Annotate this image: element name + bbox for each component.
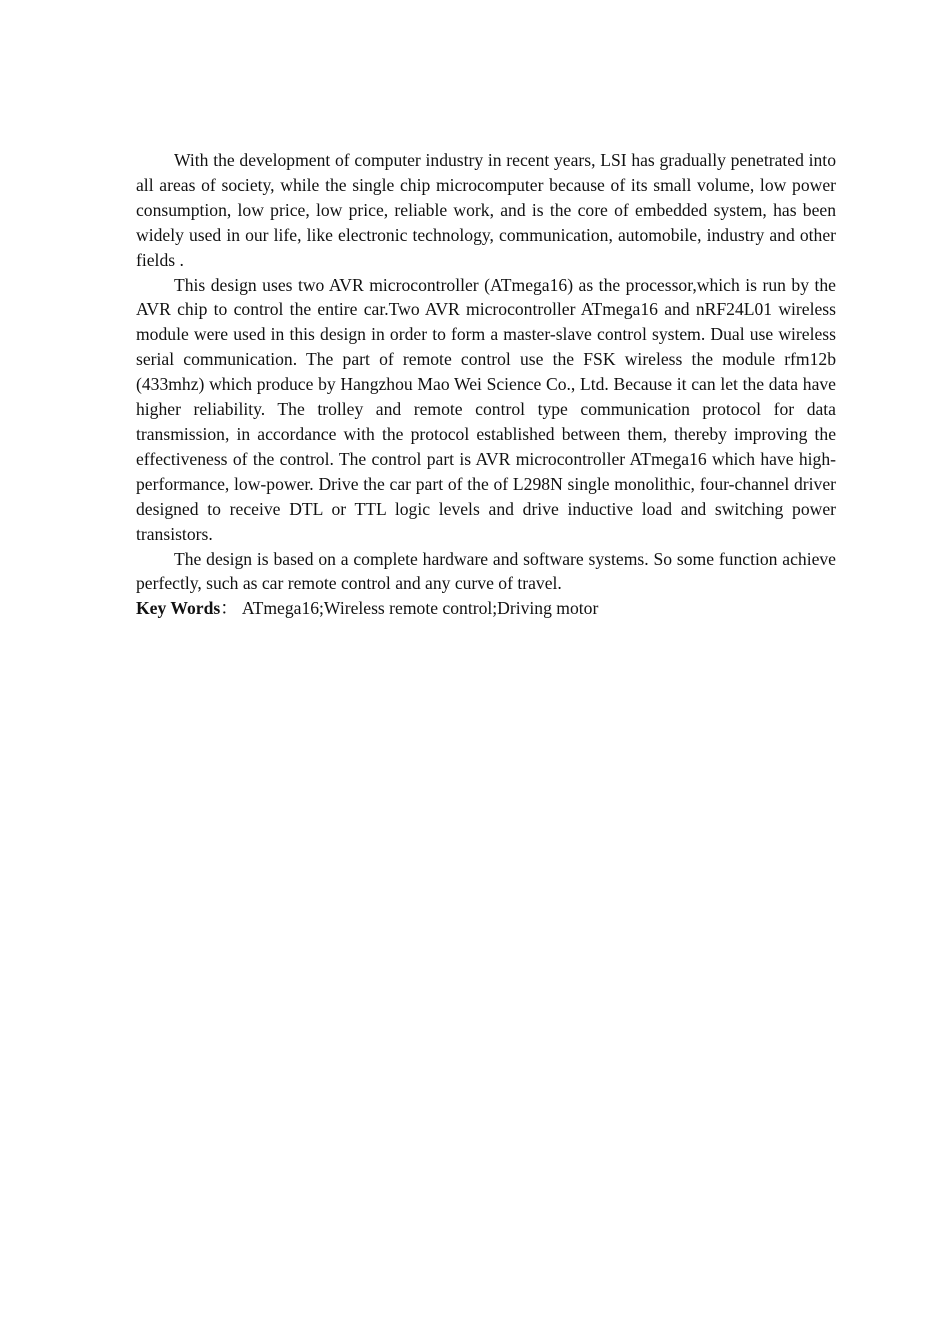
keywords-line bbox=[136, 596, 836, 621]
keywords-label: Key Words bbox=[136, 598, 221, 619]
keywords-separator: ： bbox=[220, 598, 238, 619]
abstract-body bbox=[136, 148, 836, 621]
keywords-value: ATmega16;Wireless remote control;Driving motor bbox=[241, 598, 599, 619]
abstract-paragraph-2: This design uses two AVR microcontroller (ATmega16) as the processor,which is run by the AVR chip to control the entire car.Two AVR microcontroller ATmega16 and nRF24L01 wireless module were used in this design in order to form a master-slave control system. Dual use wireless serial communication. The part of remote control use the FSK wireless the module rfm12b (433mhz) which produce by Hangzhou Mao Wei Science Co., Ltd. Because it can let the data have higher reliability. The trolley and remote control type communication protocol for data transmission, in accordance with the protocol established between them, thereby improving the effectiveness of the control. The control part is AVR microcontroller ATmega16 which have high-performance, low-power. Drive the car part of the of L298N single monolithic, four-channel driver designed to receive DTL or TTL logic levels and drive inductive load and switching power transistors. bbox=[136, 274, 836, 544]
abstract-paragraph-1: With the development of computer industry in recent years, LSI has gradually penetrated into all areas of society, while the single chip microcomputer because of its small volume, low power consumption, low price, low price, reliable work, and is the core of embedded system, has been widely used in our life, like electronic technology, communication, automobile, industry and other fields . bbox=[136, 150, 836, 270]
abstract-paragraph-3: The design is based on a complete hardware and software systems. So some function achieve perfectly, such as car remote control and any curve of travel. bbox=[136, 548, 836, 594]
